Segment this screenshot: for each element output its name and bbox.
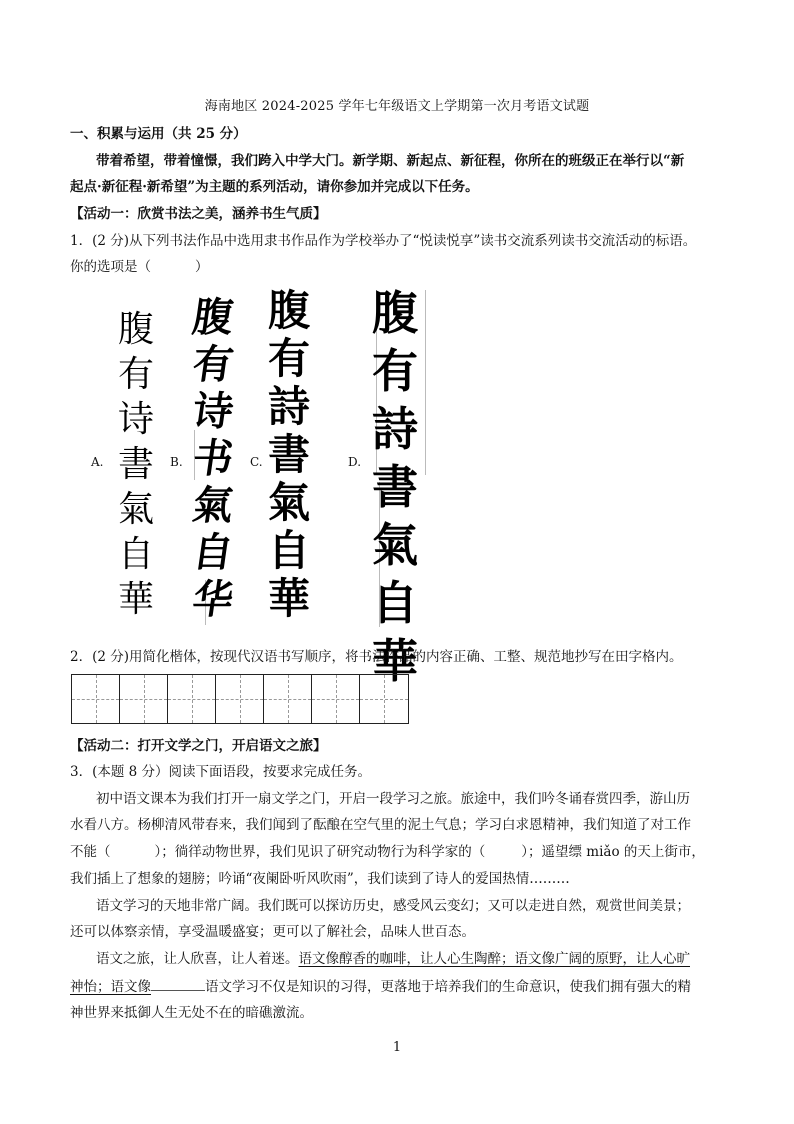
page-number: 1: [392, 1040, 402, 1055]
option-d-label: D.: [348, 455, 362, 469]
text-segment: 语文之旅，让人欣喜，让人着迷。: [96, 951, 299, 967]
question-3-text: 3．(本题 8 分）阅读下面语段，按要求完成任务。: [70, 764, 372, 780]
paragraph-3-line-2: [70, 977, 730, 996]
text-segment: 语文学习不仅是知识的习得，更落地于培养我们的生命意识，使我们拥有强大的精: [205, 979, 691, 995]
underlined-text: 神怡；语文像: [70, 979, 151, 995]
calligraphy-char: 氣: [268, 478, 311, 527]
calligraphy-char: 書: [268, 430, 311, 479]
calligraphy-char: 诗: [118, 399, 155, 440]
tianzige-grid: [71, 674, 409, 724]
calligraphy-char: 書: [118, 444, 155, 485]
calligraphy-char: 腹: [189, 294, 237, 341]
tianzige-cell[interactable]: [312, 675, 360, 723]
tianzige-cell[interactable]: [120, 675, 168, 723]
calligraphy-char: 腹: [268, 286, 311, 335]
text-segment: ）；徜徉动物世界，我们见识了研究动物行为科学家的（: [154, 844, 486, 860]
calligraphy-char: 自: [118, 534, 155, 575]
section-heading: 一、积累与运用（共 25 分）: [70, 126, 247, 142]
calligraphy-char: 華: [268, 574, 311, 623]
page-title: 海南地区 2024-2025 学年七年级语文上学期第一次月考语文试题: [204, 99, 590, 114]
calligraphy-char: 書: [372, 460, 418, 514]
calligraphy-char: 氣: [189, 482, 237, 529]
calligraphy-char: 自: [372, 576, 418, 630]
paragraph-1-line-3: [70, 843, 730, 861]
question-2-text: 2．(2 分)用简化楷体，按现代汉语书写顺序，将书法作品的内容正确、工整、规范地抄写在田字格内。: [70, 649, 683, 665]
answer-suffix: ）: [195, 259, 209, 275]
divider: [425, 290, 426, 475]
fill-blank-3[interactable]: [151, 977, 205, 991]
activity-two-heading: 【活动二：打开文学之门，开启语文之旅】: [70, 738, 327, 754]
tianzige-cell[interactable]: [264, 675, 312, 723]
tianzige-cell[interactable]: [360, 675, 408, 723]
calligraphy-char: 詩: [268, 382, 311, 431]
paragraph-3-line-1: [96, 950, 730, 968]
calligraphy-char: 華: [372, 634, 418, 688]
calligraphy-option-b: [189, 294, 237, 627]
calligraphy-char: 腹: [372, 286, 418, 340]
question-1-answer-line: [70, 258, 730, 276]
calligraphy-char: 有: [268, 334, 311, 383]
calligraphy-char: 自: [268, 526, 311, 575]
paragraph-1-line-4: 我们插上了想象的翅膀；吟诵“夜阑卧听风吹雨”，我们读到了诗人的爱国热情………: [70, 871, 570, 887]
option-a-label: A.: [91, 455, 104, 469]
tianzige-cell[interactable]: [168, 675, 216, 723]
paragraph-1-line-2: 水看八方。杨柳清风带春来，我们闻到了酝酿在空气里的泥土气息；学习白求恩精神，我们知道了对工作: [70, 817, 691, 833]
paragraph-1-line-1: 初中语文课本为我们打开一扇文学之门，开启一段学习之旅。旅途中，我们吟冬诵春赏四季，游山历: [96, 791, 690, 807]
calligraphy-char: 自: [189, 529, 237, 576]
text-segment: ）；遥望缥 miǎo 的天上街市，: [521, 844, 705, 860]
activity-one-heading: 【活动一：欣赏书法之美，涵养书生气质】: [70, 206, 327, 222]
calligraphy-option-a: [118, 309, 155, 627]
paragraph-2-line-1: 语文学习的天地非常广阔。我们既可以探访历史，感受风云变幻；又可以走进自然，观赏世间美景；: [96, 898, 690, 914]
answer-prefix: 你的选项是（: [70, 259, 151, 275]
calligraphy-option-c: [268, 286, 311, 626]
question-1-text: 1．(2 分)从下列书法作品中选用隶书作品作为学校举办了“悦读悦享”读书交流系列读书交流活动的标语。: [70, 233, 697, 249]
calligraphy-char: 氣: [118, 489, 155, 530]
intro-line-1: 带着希望，带着憧憬，我们跨入中学大门。新学期、新起点、新征程，你所在的班级正在举行以“新: [96, 153, 685, 169]
calligraphy-char: 詩: [372, 402, 418, 456]
calligraphy-char: 華: [118, 579, 155, 620]
calligraphy-char: 有: [118, 354, 155, 395]
tianzige-cell[interactable]: [216, 675, 264, 723]
option-b-label: B.: [170, 455, 183, 469]
paragraph-2-line-2: 还可以体察亲情，享受温暖盛宴；更可以了解社会，品味人世百态。: [70, 924, 475, 940]
calligraphy-char: 氣: [372, 518, 418, 572]
paragraph-3-line-3: 神世界来抵御人生无处不在的暗礁激流。: [70, 1005, 313, 1021]
underlined-text: 语文像醇香的咖啡，让人心生陶醉；语文像广阔的原野，让人心旷: [298, 951, 690, 967]
tianzige-cell[interactable]: [72, 675, 120, 723]
calligraphy-char: 书: [189, 435, 237, 482]
intro-line-2: 起点·新征程·新希望”为主题的系列活动，请你参加并完成以下任务。: [70, 179, 479, 195]
calligraphy-option-d: [372, 286, 418, 696]
option-c-label: C.: [250, 455, 263, 469]
calligraphy-char: 华: [189, 576, 237, 623]
calligraphy-char: 诗: [189, 388, 237, 435]
calligraphy-char: 有: [189, 341, 237, 388]
calligraphy-char: 有: [372, 344, 418, 398]
calligraphy-char: 腹: [118, 309, 155, 350]
text-segment: 不能（: [70, 844, 111, 860]
